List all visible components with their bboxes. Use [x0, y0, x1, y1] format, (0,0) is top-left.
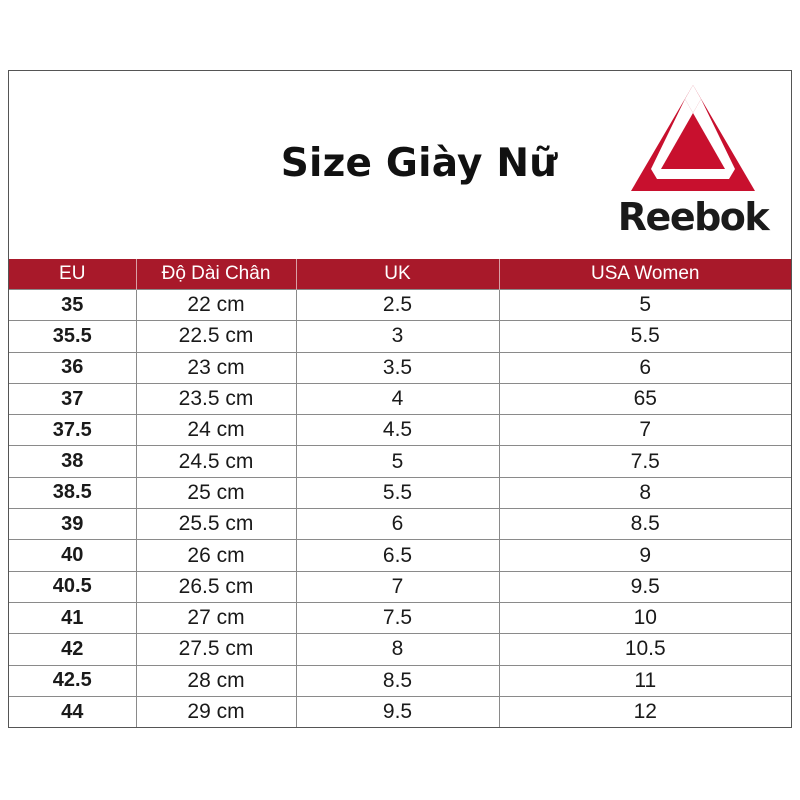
- cell-uk: 2.5: [296, 290, 499, 321]
- cell-usa-women: 8: [499, 477, 791, 508]
- cell-uk: 6: [296, 509, 499, 540]
- table-row: [9, 383, 791, 414]
- cell-usa-women: 12: [499, 696, 791, 727]
- chart-header: [9, 71, 791, 259]
- table-row: [9, 477, 791, 508]
- cell-eu: 38.5: [9, 477, 136, 508]
- cell-eu: 38: [9, 446, 136, 477]
- cell-eu: 36: [9, 352, 136, 383]
- cell-usa-women: 5.5: [499, 321, 791, 352]
- table-row: [9, 321, 791, 352]
- cell-foot-length: 26 cm: [136, 540, 296, 571]
- cell-usa-women: 11: [499, 665, 791, 696]
- cell-eu: 40.5: [9, 571, 136, 602]
- size-table: [9, 259, 791, 727]
- table-row: [9, 540, 791, 571]
- brand-logo: [605, 83, 781, 245]
- cell-eu: 35: [9, 290, 136, 321]
- column-header-usa-women: USA Women: [499, 259, 791, 290]
- cell-eu: 40: [9, 540, 136, 571]
- cell-usa-women: 5: [499, 290, 791, 321]
- table-row: [9, 415, 791, 446]
- cell-eu: 37: [9, 383, 136, 414]
- size-chart: [8, 70, 792, 728]
- cell-foot-length: 23.5 cm: [136, 383, 296, 414]
- table-row: [9, 446, 791, 477]
- page-title: Size Giày Nữ: [280, 141, 558, 186]
- cell-eu: 42.5: [9, 665, 136, 696]
- cell-uk: 8: [296, 634, 499, 665]
- table-row: [9, 634, 791, 665]
- brand-logo-text: Reebok: [617, 195, 769, 239]
- cell-uk: 8.5: [296, 665, 499, 696]
- cell-uk: 7.5: [296, 602, 499, 633]
- cell-foot-length: 28 cm: [136, 665, 296, 696]
- cell-uk: 4: [296, 383, 499, 414]
- cell-usa-women: 9: [499, 540, 791, 571]
- cell-usa-women: 7: [499, 415, 791, 446]
- cell-foot-length: 24.5 cm: [136, 446, 296, 477]
- cell-foot-length: 24 cm: [136, 415, 296, 446]
- table-row: [9, 290, 791, 321]
- column-header-eu: EU: [9, 259, 136, 290]
- cell-usa-women: 65: [499, 383, 791, 414]
- column-header-foot-length: Độ Dài Chân: [136, 259, 296, 290]
- cell-eu: 41: [9, 602, 136, 633]
- cell-usa-women: 10.5: [499, 634, 791, 665]
- cell-uk: 4.5: [296, 415, 499, 446]
- table-header-row: [9, 259, 791, 290]
- cell-uk: 9.5: [296, 696, 499, 727]
- cell-uk: 5: [296, 446, 499, 477]
- cell-eu: 35.5: [9, 321, 136, 352]
- table-row: [9, 509, 791, 540]
- cell-foot-length: 27 cm: [136, 602, 296, 633]
- cell-usa-women: 8.5: [499, 509, 791, 540]
- cell-foot-length: 25.5 cm: [136, 509, 296, 540]
- cell-uk: 7: [296, 571, 499, 602]
- cell-usa-women: 6: [499, 352, 791, 383]
- cell-usa-women: 10: [499, 602, 791, 633]
- cell-foot-length: 22.5 cm: [136, 321, 296, 352]
- cell-uk: 5.5: [296, 477, 499, 508]
- table-row: [9, 665, 791, 696]
- cell-uk: 3.5: [296, 352, 499, 383]
- cell-foot-length: 22 cm: [136, 290, 296, 321]
- reebok-delta-icon: [605, 83, 781, 195]
- cell-eu: 37.5: [9, 415, 136, 446]
- cell-uk: 6.5: [296, 540, 499, 571]
- cell-foot-length: 23 cm: [136, 352, 296, 383]
- column-header-uk: UK: [296, 259, 499, 290]
- cell-eu: 44: [9, 696, 136, 727]
- cell-foot-length: 26.5 cm: [136, 571, 296, 602]
- table-row: [9, 602, 791, 633]
- table-row: [9, 696, 791, 727]
- cell-usa-women: 7.5: [499, 446, 791, 477]
- table-row: [9, 352, 791, 383]
- cell-eu: 42: [9, 634, 136, 665]
- cell-foot-length: 25 cm: [136, 477, 296, 508]
- cell-uk: 3: [296, 321, 499, 352]
- cell-foot-length: 27.5 cm: [136, 634, 296, 665]
- table-row: [9, 571, 791, 602]
- cell-foot-length: 29 cm: [136, 696, 296, 727]
- cell-eu: 39: [9, 509, 136, 540]
- cell-usa-women: 9.5: [499, 571, 791, 602]
